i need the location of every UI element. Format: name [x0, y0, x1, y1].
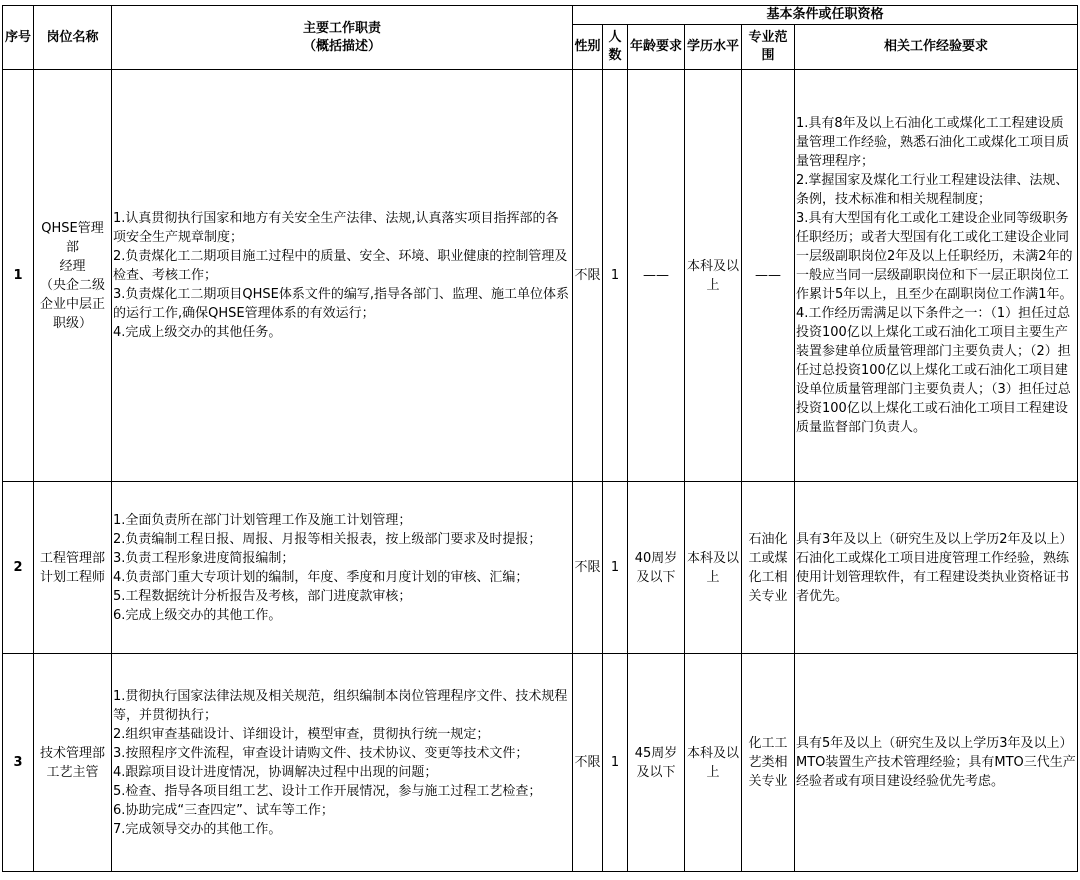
row-duties: 1.认真贯彻执行国家和地方有关安全生产法律、法规,认真落实项目指挥部的各项安全生产规章制度； 2.负责煤化工二期项目施工过程中的质量、安全、环境、职业健康的控制管理及检查、考核工作； 3.负责煤化工二期项目QHSE体系文件的编写,指导各部门、监理、施工单位体系的运行工作,确保QHSE管理体系的有效运行； 4.完成上级交办的其他任务。	[112, 70, 573, 482]
row-experience: 1.具有8年及以上石油化工或煤化工工程建设质量管理工作经验，熟悉石油化工或煤化工项目质量管理程序； 2.掌握国家及煤化工行业工程建设法律、法规、条例，技术标准和相关规程制度； 3.具有大型国有化工或化工建设企业同等级职务任职经历；或者大型国有化工或化工建设企业同一层级副职岗位2年及以上任职经历，未满2年的一般应当同一层级副职岗位和下一层正职岗位工作累计5年以上，且至少在副职岗位工作满1年。 4.工作经历需满足以下条件之一：（1）担任过总投资100亿以上煤化工或石油化工项目主要生产装置参建单位质量管理部门主要负责人；（2）担任过总投资100亿以上煤化工或石油化工项目建设单位质量管理部门主要负责人；（3）担任过总投资100亿以上煤化工或石油化工项目工程建设质量监督部门负责人。	[795, 70, 1078, 482]
row-gender: 不限	[573, 482, 603, 654]
row-education: 本科及以上	[685, 70, 742, 482]
row-age: 40周岁及以下	[628, 482, 685, 654]
row-seq: 1	[3, 70, 34, 482]
row-major: 石油化工或煤化工相关专业	[742, 482, 795, 654]
job-requirements-table	[2, 5, 1078, 872]
row-count: 1	[603, 70, 628, 482]
header-experience: 相关工作经验要求	[795, 25, 1078, 70]
header-duties: 主要工作职责 （概括描述）	[112, 6, 573, 70]
row-age: ——	[628, 70, 685, 482]
row-experience: 具有3年及以上（研究生及以上学历2年及以上）石油化工或煤化工项目进度管理工作经验，熟练使用计划管理软件，有工程建设类执业资格证书者优先。	[795, 482, 1078, 654]
header-row-top	[3, 6, 1078, 25]
header-major: 专业范围	[742, 25, 795, 70]
row-age: 45周岁及以下	[628, 654, 685, 872]
row-seq: 3	[3, 654, 34, 872]
row-gender: 不限	[573, 70, 603, 482]
row-count: 1	[603, 654, 628, 872]
header-age: 年龄要求	[628, 25, 685, 70]
row-major: 化工工艺类相关专业	[742, 654, 795, 872]
header-education: 学历水平	[685, 25, 742, 70]
header-post: 岗位名称	[34, 6, 112, 70]
header-gender: 性别	[573, 25, 603, 70]
table-row	[3, 70, 1078, 482]
table-row	[3, 654, 1078, 872]
header-basic-conditions: 基本条件或任职资格	[573, 6, 1078, 25]
row-duties: 1.全面负责所在部门计划管理工作及施工计划管理； 2.负责编制工程日报、周报、月报等相关报表，按上级部门要求及时提报； 3.负责工程形象进度简报编制； 4.负责部门重大专项计划的编制，年度、季度和月度计划的审核、汇编； 5.工程数据统计分析报告及考核，部门进度款审核； 6.完成上级交办的其他工作。	[112, 482, 573, 654]
row-education: 本科及以上	[685, 482, 742, 654]
header-seq: 序号	[3, 6, 34, 70]
row-experience: 具有5年及以上（研究生及以上学历3年及以上）MTO装置生产技术管理经验；具有MTO三代生产经验者或有项目建设经验优先考虑。	[795, 654, 1078, 872]
row-education: 本科及以上	[685, 654, 742, 872]
row-seq: 2	[3, 482, 34, 654]
header-count: 人数	[603, 25, 628, 70]
row-duties: 1.贯彻执行国家法律法规及相关规范，组织编制本岗位管理程序文件、技术规程等，并贯彻执行； 2.组织审查基础设计、详细设计，模型审查，贯彻执行统一规定； 3.按照程序文件流程，审查设计请购文件、技术协议、变更等技术文件； 4.跟踪项目设计进度情况，协调解决过程中出现的问题； 5.检查、指导各项目组工艺、设计工作开展情况，参与施工过程工艺检查； 6.协助完成“三查四定”、试车等工作； 7.完成领导交办的其他工作。	[112, 654, 573, 872]
row-post: 技术管理部 工艺主管	[34, 654, 112, 872]
row-major: ——	[742, 70, 795, 482]
table-row	[3, 482, 1078, 654]
row-post: 工程管理部 计划工程师	[34, 482, 112, 654]
row-count: 1	[603, 482, 628, 654]
row-gender: 不限	[573, 654, 603, 872]
row-post: QHSE管理部 经理 （央企二级企业中层正职级）	[34, 70, 112, 482]
